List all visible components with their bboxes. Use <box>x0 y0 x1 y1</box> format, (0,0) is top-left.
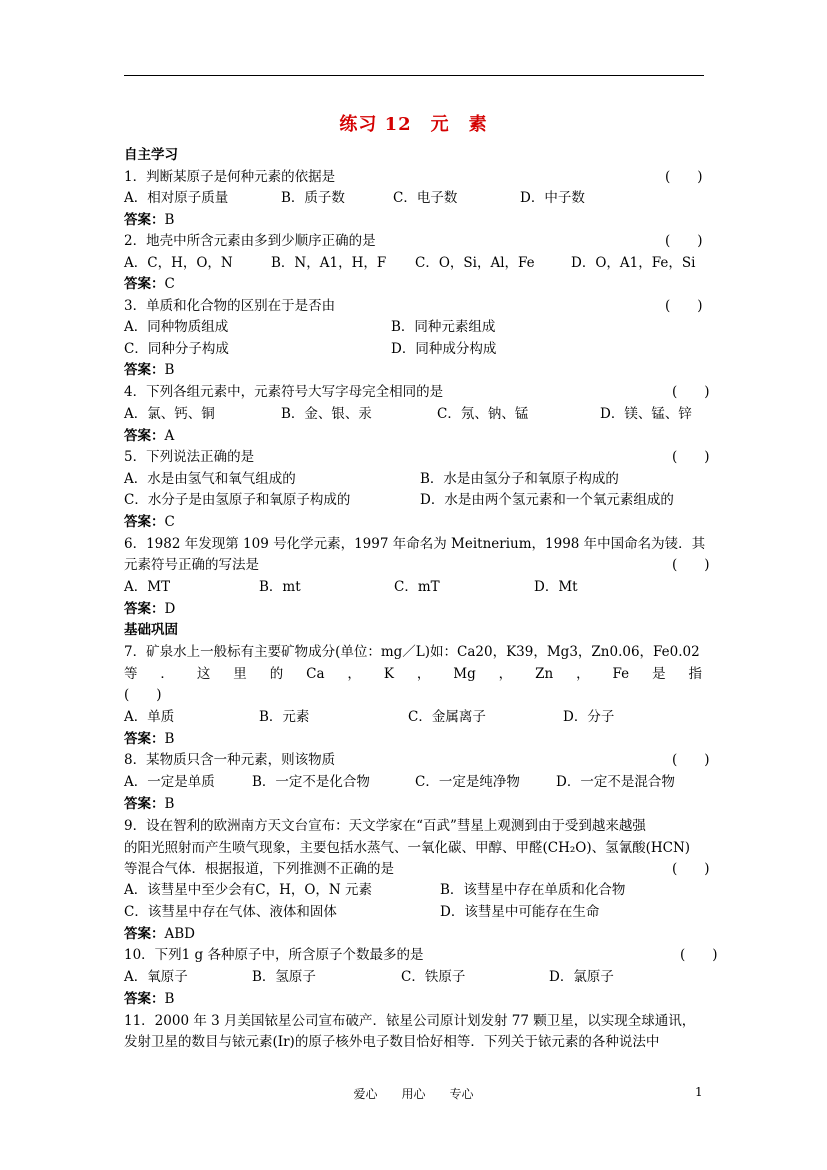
question-stem: 6．1982 年发现第 109 号化学元素，1997 年命名为 Meitnerium，1998 年中国命名为鿏．其 <box>124 536 706 552</box>
option-c: C．氖、钠、锰 <box>437 406 529 422</box>
answer-label: 答案： <box>124 362 165 378</box>
answer-value: B <box>164 212 175 228</box>
option-c: C．该彗星中存在气体、液体和固体 <box>124 904 337 920</box>
section-heading: 自主学习 <box>124 147 178 163</box>
answer-blank: ( ) <box>672 861 710 877</box>
answer-value: A <box>164 428 175 444</box>
answer-line <box>124 990 714 1008</box>
question-stem-cont: 元素符号正确的写法是 <box>124 557 259 573</box>
option-b: B．元素 <box>259 709 310 725</box>
option-c: C．铁原子 <box>401 969 466 985</box>
answer-blank: ( ) <box>665 298 703 314</box>
option-c: C．mT <box>394 579 440 595</box>
option-d: D．氯原子 <box>549 969 614 985</box>
question-stem: 8．某物质只含一种元素，则该物质 <box>124 752 336 768</box>
answer-line <box>124 275 714 293</box>
option-a: A．同种物质组成 <box>124 319 229 335</box>
option-d: D．O，A1，Fe，Si <box>571 255 696 271</box>
stem-word: ， <box>576 666 590 682</box>
answer-label: 答案： <box>124 991 165 1007</box>
answer-line <box>124 795 714 813</box>
stem-word: 等 <box>124 666 138 682</box>
stem-word: 是 <box>652 666 666 682</box>
answer-value: C <box>164 514 175 530</box>
question-stem: 7．矿泉水上一般标有主要矿物成分(单位：mg／L)如：Ca20，K39，Mg3，Zn0.06，Fe0.02 <box>124 644 700 660</box>
question-stem: 9．设在智利的欧洲南方天文台宣布：天文学家在“百武”彗星上观测到由于受到越来越强 <box>124 818 646 834</box>
stem-word: 这 <box>196 666 211 682</box>
page-footer: 爱心 用心 专心 <box>353 1087 474 1101</box>
answer-value: B <box>164 362 175 378</box>
stem-word: ． <box>160 666 174 682</box>
stem-word: ， <box>416 666 431 682</box>
answer-line <box>124 730 714 748</box>
answer-blank: ( ) <box>672 449 710 465</box>
answer-line <box>124 513 714 531</box>
option-d: D．Mt <box>534 579 578 595</box>
option-b: B．水是由氢分子和氧原子构成的 <box>420 471 619 487</box>
answer-label: 答案： <box>124 212 165 228</box>
answer-blank: ( ) <box>124 687 162 703</box>
answer-label: 答案： <box>124 514 165 530</box>
header-rule <box>124 75 704 76</box>
stem-word: ， <box>498 666 513 682</box>
option-c: C．水分子是由氢原子和氧原子构成的 <box>124 492 351 508</box>
stem-word: Mg <box>453 666 476 682</box>
answer-value: ABD <box>164 926 195 942</box>
answer-label: 答案： <box>124 428 165 444</box>
option-c: C．O，Si，Al，Fe <box>415 255 535 271</box>
question-stem-cont: 发射卫星的数目与铱元素(Ir)的原子核外电子数目恰好相等．下列关于铱元素的各种说法中 <box>124 1034 660 1050</box>
option-d: D．同种成分构成 <box>391 341 497 357</box>
option-c: C．金属离子 <box>408 709 486 725</box>
option-a: A．水是由氢气和氧气组成的 <box>124 471 296 487</box>
stem-word: K <box>383 666 394 682</box>
answer-line <box>124 925 714 943</box>
option-a: A．一定是单质 <box>124 774 215 790</box>
answer-label: 答案： <box>124 796 165 812</box>
option-a: A．C，H，O，N <box>124 255 233 271</box>
stem-word: ， <box>347 666 361 682</box>
option-d: D．中子数 <box>520 190 585 206</box>
option-c: C．电子数 <box>393 190 458 206</box>
stem-word: 的 <box>269 666 284 682</box>
option-b: B．同种元素组成 <box>391 319 496 335</box>
question-stem: 3．单质和化合物的区别在于是否由 <box>124 298 336 314</box>
answer-line <box>124 211 714 229</box>
answer-blank: ( ) <box>680 947 718 963</box>
question-stem: 1．判断某原子是何种元素的依据是 <box>124 169 336 185</box>
option-a: A．相对原子质量 <box>124 190 229 206</box>
option-d: D．水是由两个氢元素和一个氧元素组成的 <box>420 492 674 508</box>
question-stem: 2．地壳中所含元素由多到少顺序正确的是 <box>124 233 376 249</box>
answer-label: 答案： <box>124 276 165 292</box>
question-stem: 10．下列1 g 各种原子中，所含原子个数最多的是 <box>124 947 424 963</box>
option-d: D．镁、锰、锌 <box>600 406 692 422</box>
answer-value: C <box>164 276 175 292</box>
option-d: D．一定不是混合物 <box>556 774 675 790</box>
stem-word: Fe <box>612 666 630 682</box>
page-number: 1 <box>695 1085 703 1099</box>
stem-word: Zn <box>535 666 554 682</box>
answer-value: B <box>164 991 175 1007</box>
answer-line <box>124 600 714 618</box>
option-a: A．MT <box>124 579 171 595</box>
question-stem: 5．下列说法正确的是 <box>124 449 255 465</box>
option-b: B．N，A1，H，F <box>271 255 387 271</box>
option-a: A．氧原子 <box>124 969 188 985</box>
option-b: B．氢原子 <box>252 969 316 985</box>
answer-line <box>124 361 714 379</box>
stem-word: 指 <box>688 666 702 682</box>
question-stem-cont <box>124 665 702 683</box>
option-b: B．金、银、汞 <box>281 406 372 422</box>
page-title: 练习 12 元 素 <box>339 114 488 135</box>
option-b: B．质子数 <box>281 190 345 206</box>
answer-label: 答案： <box>124 731 165 747</box>
answer-value: B <box>164 731 175 747</box>
option-a: A．该彗星中至少会有C，H，O，N 元素 <box>124 882 373 898</box>
answer-blank: ( ) <box>672 557 710 573</box>
option-b: B．一定不是化合物 <box>252 774 370 790</box>
answer-blank: ( ) <box>665 233 703 249</box>
option-a: A．单质 <box>124 709 175 725</box>
option-d: D．分子 <box>563 709 615 725</box>
question-stem: 11．2000 年 3 月美国铱星公司宣布破产．铱星公司原计划发射 77 颗卫星，以实现全球通讯， <box>124 1013 696 1029</box>
option-b: B．mt <box>259 579 301 595</box>
option-c: C．同种分子构成 <box>124 341 229 357</box>
question-stem-cont: 的阳光照射而产生喷气现象，主要包括水蒸气、一氧化碳、甲醇、甲醛(CH₂O)、氢氰酸(HCN) <box>124 840 691 856</box>
answer-blank: ( ) <box>672 752 710 768</box>
answer-blank: ( ) <box>672 384 710 400</box>
stem-word: Ca <box>306 666 325 682</box>
option-a: A．氯、钙、铜 <box>124 406 215 422</box>
stem-word: 里 <box>233 666 247 682</box>
answer-label: 答案： <box>124 926 165 942</box>
option-b: B．该彗星中存在单质和化合物 <box>440 882 626 898</box>
answer-value: B <box>164 796 175 812</box>
answer-value: D <box>164 601 176 617</box>
section-heading: 基础巩固 <box>124 622 178 638</box>
question-stem-cont: 等混合气体．根据报道，下列推测不正确的是 <box>124 861 394 877</box>
answer-label: 答案： <box>124 601 165 617</box>
option-c: C．一定是纯净物 <box>415 774 520 790</box>
option-d: D．该彗星中可能存在生命 <box>440 904 600 920</box>
answer-line <box>124 427 714 445</box>
question-stem: 4．下列各组元素中，元素符号大写字母完全相同的是 <box>124 384 444 400</box>
answer-blank: ( ) <box>665 169 703 185</box>
